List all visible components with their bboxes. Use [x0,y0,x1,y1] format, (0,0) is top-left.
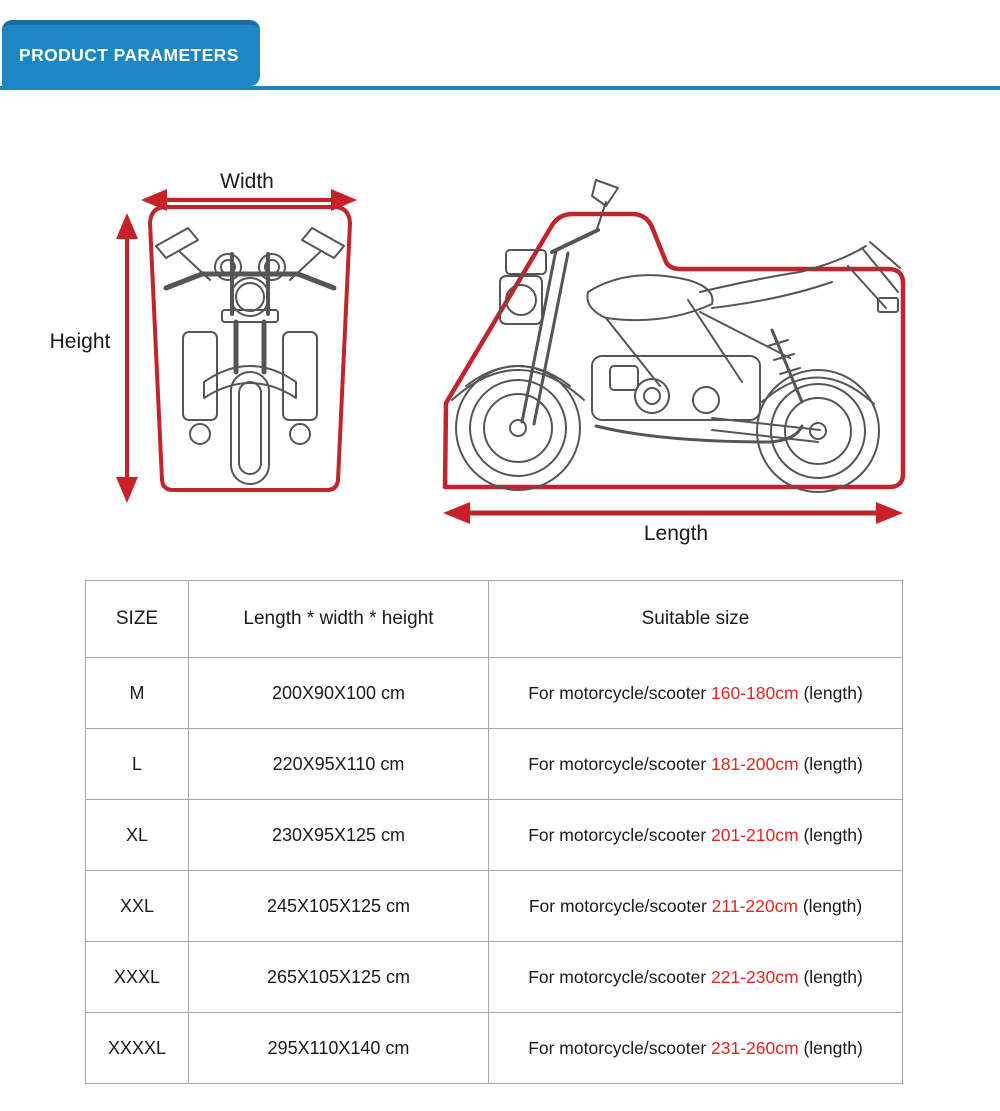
suitable-cell [489,1013,903,1084]
suitable-cell [489,729,903,800]
suitable-prefix: For motorcycle/scooter [528,753,707,774]
header-tab [2,20,260,86]
column-header-suitable: Suitable size [489,581,903,658]
dimensions-cell: 245X105X125 cm [189,871,489,942]
suitable-suffix: (length) [803,682,863,703]
suitable-prefix: For motorcycle/scooter [528,966,707,987]
side-cover-outline [445,214,903,487]
suitable-range: 231-260cm [711,1037,799,1058]
suitable-prefix: For motorcycle/scooter [528,1037,707,1058]
size-table [85,580,903,1084]
table-row [86,800,903,871]
table-row [86,871,903,942]
suitable-range: 160-180cm [711,682,799,703]
motorcycle-front-art [156,228,344,484]
table-header-row [86,581,903,658]
dimensions-cell: 220X95X110 cm [189,729,489,800]
suitable-prefix: For motorcycle/scooter [528,682,707,703]
table-row [86,1013,903,1084]
suitable-range: 201-210cm [711,824,799,845]
suitable-range: 211-220cm [711,895,798,916]
table-row [86,658,903,729]
suitable-suffix: (length) [803,824,863,845]
suitable-suffix: (length) [803,1037,863,1058]
table-row [86,729,903,800]
suitable-cell [489,871,903,942]
size-cell: L [86,729,189,800]
size-cell: XXXL [86,942,189,1013]
size-cell: M [86,658,189,729]
size-cell: XXL [86,871,189,942]
dimensions-cell: 265X105X125 cm [189,942,489,1013]
header-underline [0,86,1000,90]
dimensions-cell: 295X110X140 cm [189,1013,489,1084]
suitable-cell [489,942,903,1013]
dimensions-cell: 200X90X100 cm [189,658,489,729]
dimension-diagrams [0,150,1000,560]
length-arrow [443,502,903,524]
suitable-prefix: For motorcycle/scooter [528,895,707,916]
size-cell: XL [86,800,189,871]
motorcycle-side-art [452,180,900,492]
column-header-dimensions: Length * width * height [189,581,489,658]
dimensions-cell: 230X95X125 cm [189,800,489,871]
height-arrow [116,213,138,503]
column-header-size: SIZE [86,581,189,658]
height-label: Height [49,330,111,353]
suitable-cell [489,800,903,871]
size-cell: XXXXL [86,1013,189,1084]
suitable-suffix: (length) [803,753,863,774]
suitable-cell [489,658,903,729]
suitable-range: 181-200cm [711,753,799,774]
suitable-suffix: (length) [803,966,863,987]
width-label: Width [220,170,274,193]
suitable-prefix: For motorcycle/scooter [528,824,707,845]
page-title: PRODUCT PARAMETERS [19,45,239,65]
suitable-range: 221-230cm [711,966,799,987]
table-row [86,942,903,1013]
length-label: Length [643,522,709,545]
suitable-suffix: (length) [802,895,863,916]
